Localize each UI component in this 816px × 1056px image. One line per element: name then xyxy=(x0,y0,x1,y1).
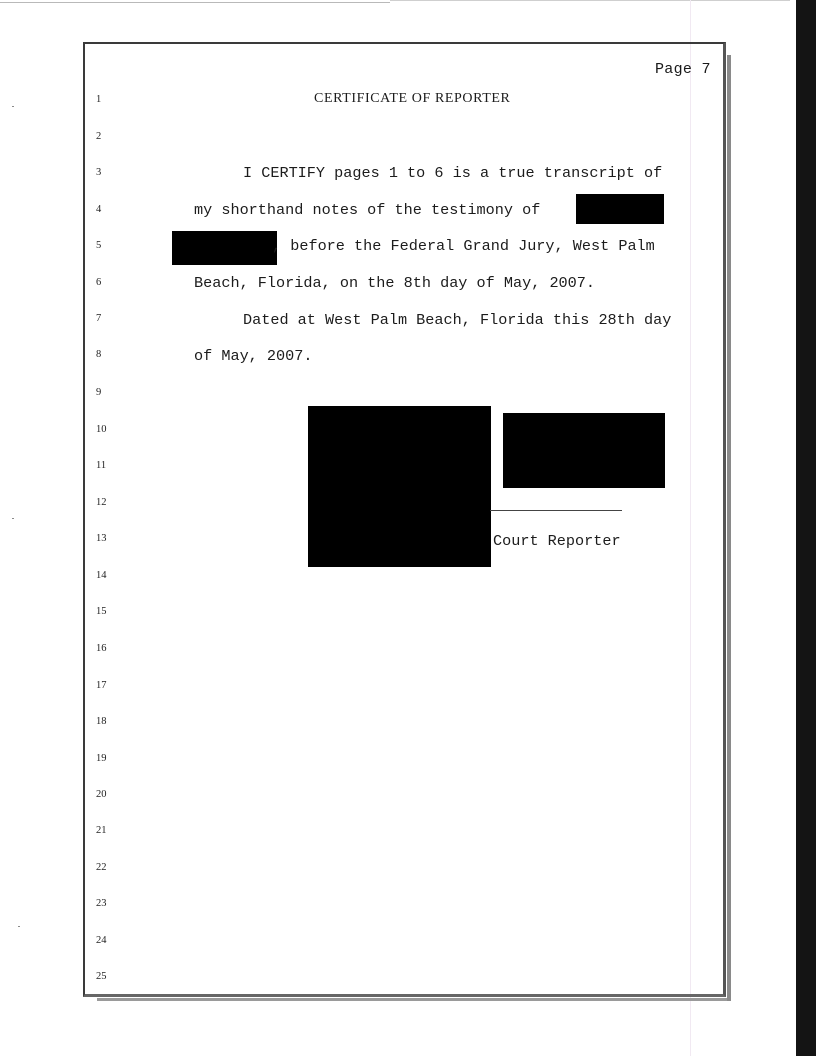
line-number: 1 xyxy=(96,94,102,105)
line-number: 9 xyxy=(96,387,102,398)
line-number: 23 xyxy=(96,898,107,909)
line-number: 15 xyxy=(96,606,107,617)
scan-edge-rule xyxy=(390,0,790,1)
line-number: 13 xyxy=(96,533,107,544)
court-reporter-label: Court Reporter xyxy=(493,532,621,550)
scan-speck xyxy=(18,926,20,927)
transcript-line-8: of May, 2007. xyxy=(194,347,313,365)
line-number: 20 xyxy=(96,789,107,800)
page-number-label: Page 7 xyxy=(655,61,711,78)
certificate-title: CERTIFICATE OF REPORTER xyxy=(314,91,511,106)
line-number: 8 xyxy=(96,349,102,360)
line-number: 19 xyxy=(96,753,107,764)
line-number: 16 xyxy=(96,643,107,654)
line-number: 6 xyxy=(96,277,102,288)
page-frame-shadow xyxy=(97,998,731,1001)
line-number: 5 xyxy=(96,240,102,251)
scan-dark-edge xyxy=(796,0,816,1056)
redaction-block xyxy=(172,231,277,265)
redacted-signature-block xyxy=(308,406,491,567)
line-number: 14 xyxy=(96,570,107,581)
line-number: 2 xyxy=(96,131,102,142)
line-number: 22 xyxy=(96,862,107,873)
signature-line xyxy=(490,510,622,511)
redaction-block xyxy=(576,194,664,224)
transcript-line-6: Beach, Florida, on the 8th day of May, 2007. xyxy=(194,274,596,292)
line-number: 21 xyxy=(96,825,107,836)
transcript-line-4: my shorthand notes of the testimony of xyxy=(194,201,541,219)
transcript-line-7: Dated at West Palm Beach, Florida this 28th day xyxy=(243,311,672,329)
scan-speck xyxy=(12,518,14,519)
line-number: 7 xyxy=(96,313,102,324)
line-number: 24 xyxy=(96,935,107,946)
line-number: 18 xyxy=(96,716,107,727)
transcript-line-3: I CERTIFY pages 1 to 6 is a true transcript of xyxy=(243,164,663,182)
scan-edge-rule xyxy=(0,2,390,3)
line-number: 17 xyxy=(96,680,107,691)
redacted-name-block xyxy=(503,413,665,488)
line-number: 3 xyxy=(96,167,102,178)
line-number: 25 xyxy=(96,971,107,982)
line-number: 10 xyxy=(96,424,107,435)
transcript-line-5: , before the Federal Grand Jury, West Palm xyxy=(272,237,655,255)
scan-speck xyxy=(12,106,14,107)
line-number: 4 xyxy=(96,204,102,215)
line-number: 12 xyxy=(96,497,107,508)
page-frame-shadow xyxy=(727,55,731,1001)
line-number: 11 xyxy=(96,460,107,471)
